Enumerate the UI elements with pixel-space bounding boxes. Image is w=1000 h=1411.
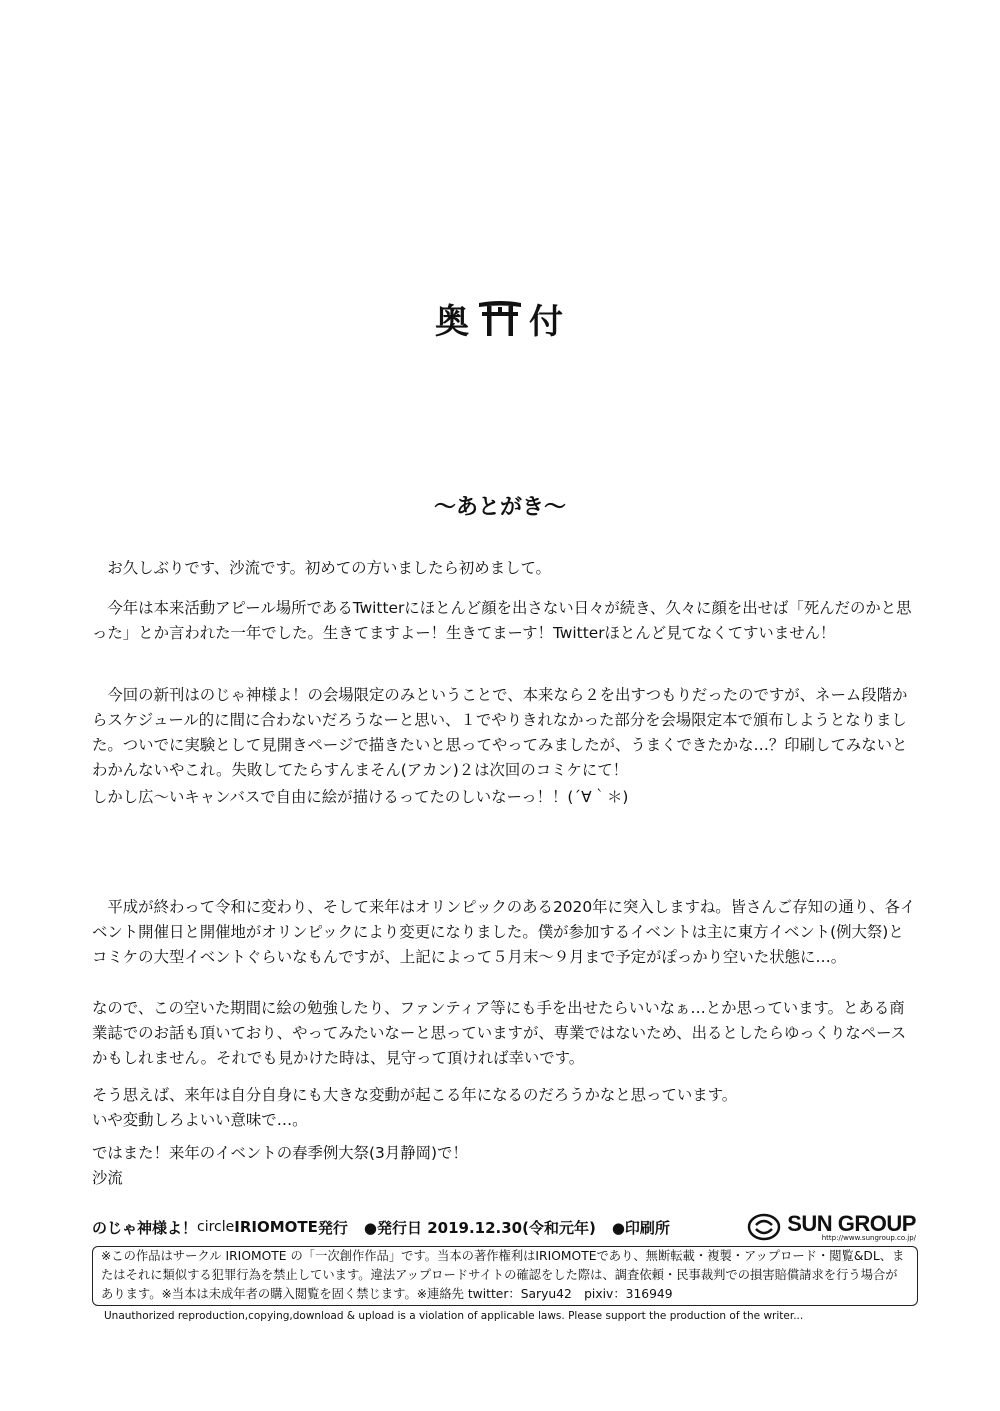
circle-name: IRIOMOTE <box>234 1218 318 1236</box>
afterword-heading: ～あとがき～ <box>433 495 566 520</box>
colophon-title-left: 奥 <box>435 301 471 342</box>
afterword-signoff: ではまた！来年のイベントの春季例大祭(3月静岡)で！ 沙流 <box>92 1144 468 1187</box>
afterword-paragraph: そう思えば、来年は自分自身にも大きな変動が起こる年になるのだろうかなと思っています。 いや変動しろよいい意味で…。 <box>92 1086 738 1129</box>
publication-info <box>92 1210 916 1244</box>
afterword-paragraph: しかし広～いキャンバスで自由に絵が描けるってたのしいなーっ！！(´∀｀＊) <box>92 788 629 806</box>
issue-date: ●発行日 2019.12.30(令和元年) <box>363 1218 596 1237</box>
book-title: のじゃ神様よ！ <box>92 1218 198 1237</box>
publish-suffix: 発行 <box>317 1218 348 1237</box>
afterword-paragraph: お久しぶりです、沙流です。初めての方いましたら初めまして。 <box>92 559 551 577</box>
printer-name: SUN GROUP <box>787 1210 916 1236</box>
unauthorized-reproduction-notice: Unauthorized reproduction,copying,download & upload is a violation of applicable laws. Please support the production of the writer... <box>104 1310 804 1322</box>
copyright-notice: ※この作品はサークル IRIOMOTE の「一次創作作品」です。当本の著作権利はIRIOMOTEであり、無断転載・複製・アップロード・閲覧&DL、またはそれに類似する犯罪行為を禁止しています。違法アップロードサイトの確認をした際は、調査依頼・民事裁判での損害賠償請求を行う場合があります。※当本は未成年者の購入閲覧を固く禁じます。※連絡先 twitter：Saryu42 pixiv：316949 <box>92 1246 918 1306</box>
printer-url: http://www.sungroup.co.jp/ <box>821 1233 916 1242</box>
torii-icon <box>477 299 523 337</box>
sun-group-logo-icon <box>747 1213 781 1241</box>
printer-label: ●印刷所 <box>611 1218 670 1237</box>
afterword-paragraph: 今回の新刊はのじゃ神様よ！の会場限定のみということで、本来なら２を出すつもりだったのですが、ネーム段階からスケジュール的に間に合わないだろうなーと思い、１でやりきれなかった部分を会場限定本で頒布しようとなりました。ついでに実験として見開きページで描きたいと思ってやってみましたが、うまくできたかな…？印刷してみないとわかんないやこれ。失敗してたらすんまそん(アカン)２は次回のコミケにて！ <box>92 686 908 779</box>
afterword-paragraph: 今年は本来活動アピール場所であるTwitterにほとんど顔を出さない日々が続き、久々に顔を出せば「死んだのかと思った」とか言われた一年でした。生きてますよー！生きてまーす！Twitterほとんど見てなくてすいません！ <box>92 599 912 642</box>
afterword-paragraph: なので、この空いた期間に絵の勉強したり、ファンティア等にも手を出せたらいいなぁ…とか思っています。とある商業誌でのお話も頂いており、やってみたいなーと思っていますが、専業ではないため、出るとしたらゆっくりなペースかもしれません。それでも見かけた時は、見守って頂ければ幸いです。 <box>92 999 907 1067</box>
colophon-title <box>0 296 1000 340</box>
circle-label: circle <box>197 1219 235 1235</box>
afterword-paragraph: 平成が終わって令和に変わり、そして来年はオリンピックのある2020年に突入しますね。皆さんご存知の通り、各イベント開催日と開催地がオリンピックにより変更になりました。僕が参加するイベントは主に東方イベント(例大祭)とコミケの大型イベントぐらいなもんですが、上記によって５月末～９月まで予定がぽっかり空いた状態に…。 <box>92 898 916 966</box>
printer-logo <box>747 1210 916 1242</box>
colophon-title-right: 付 <box>529 301 565 342</box>
